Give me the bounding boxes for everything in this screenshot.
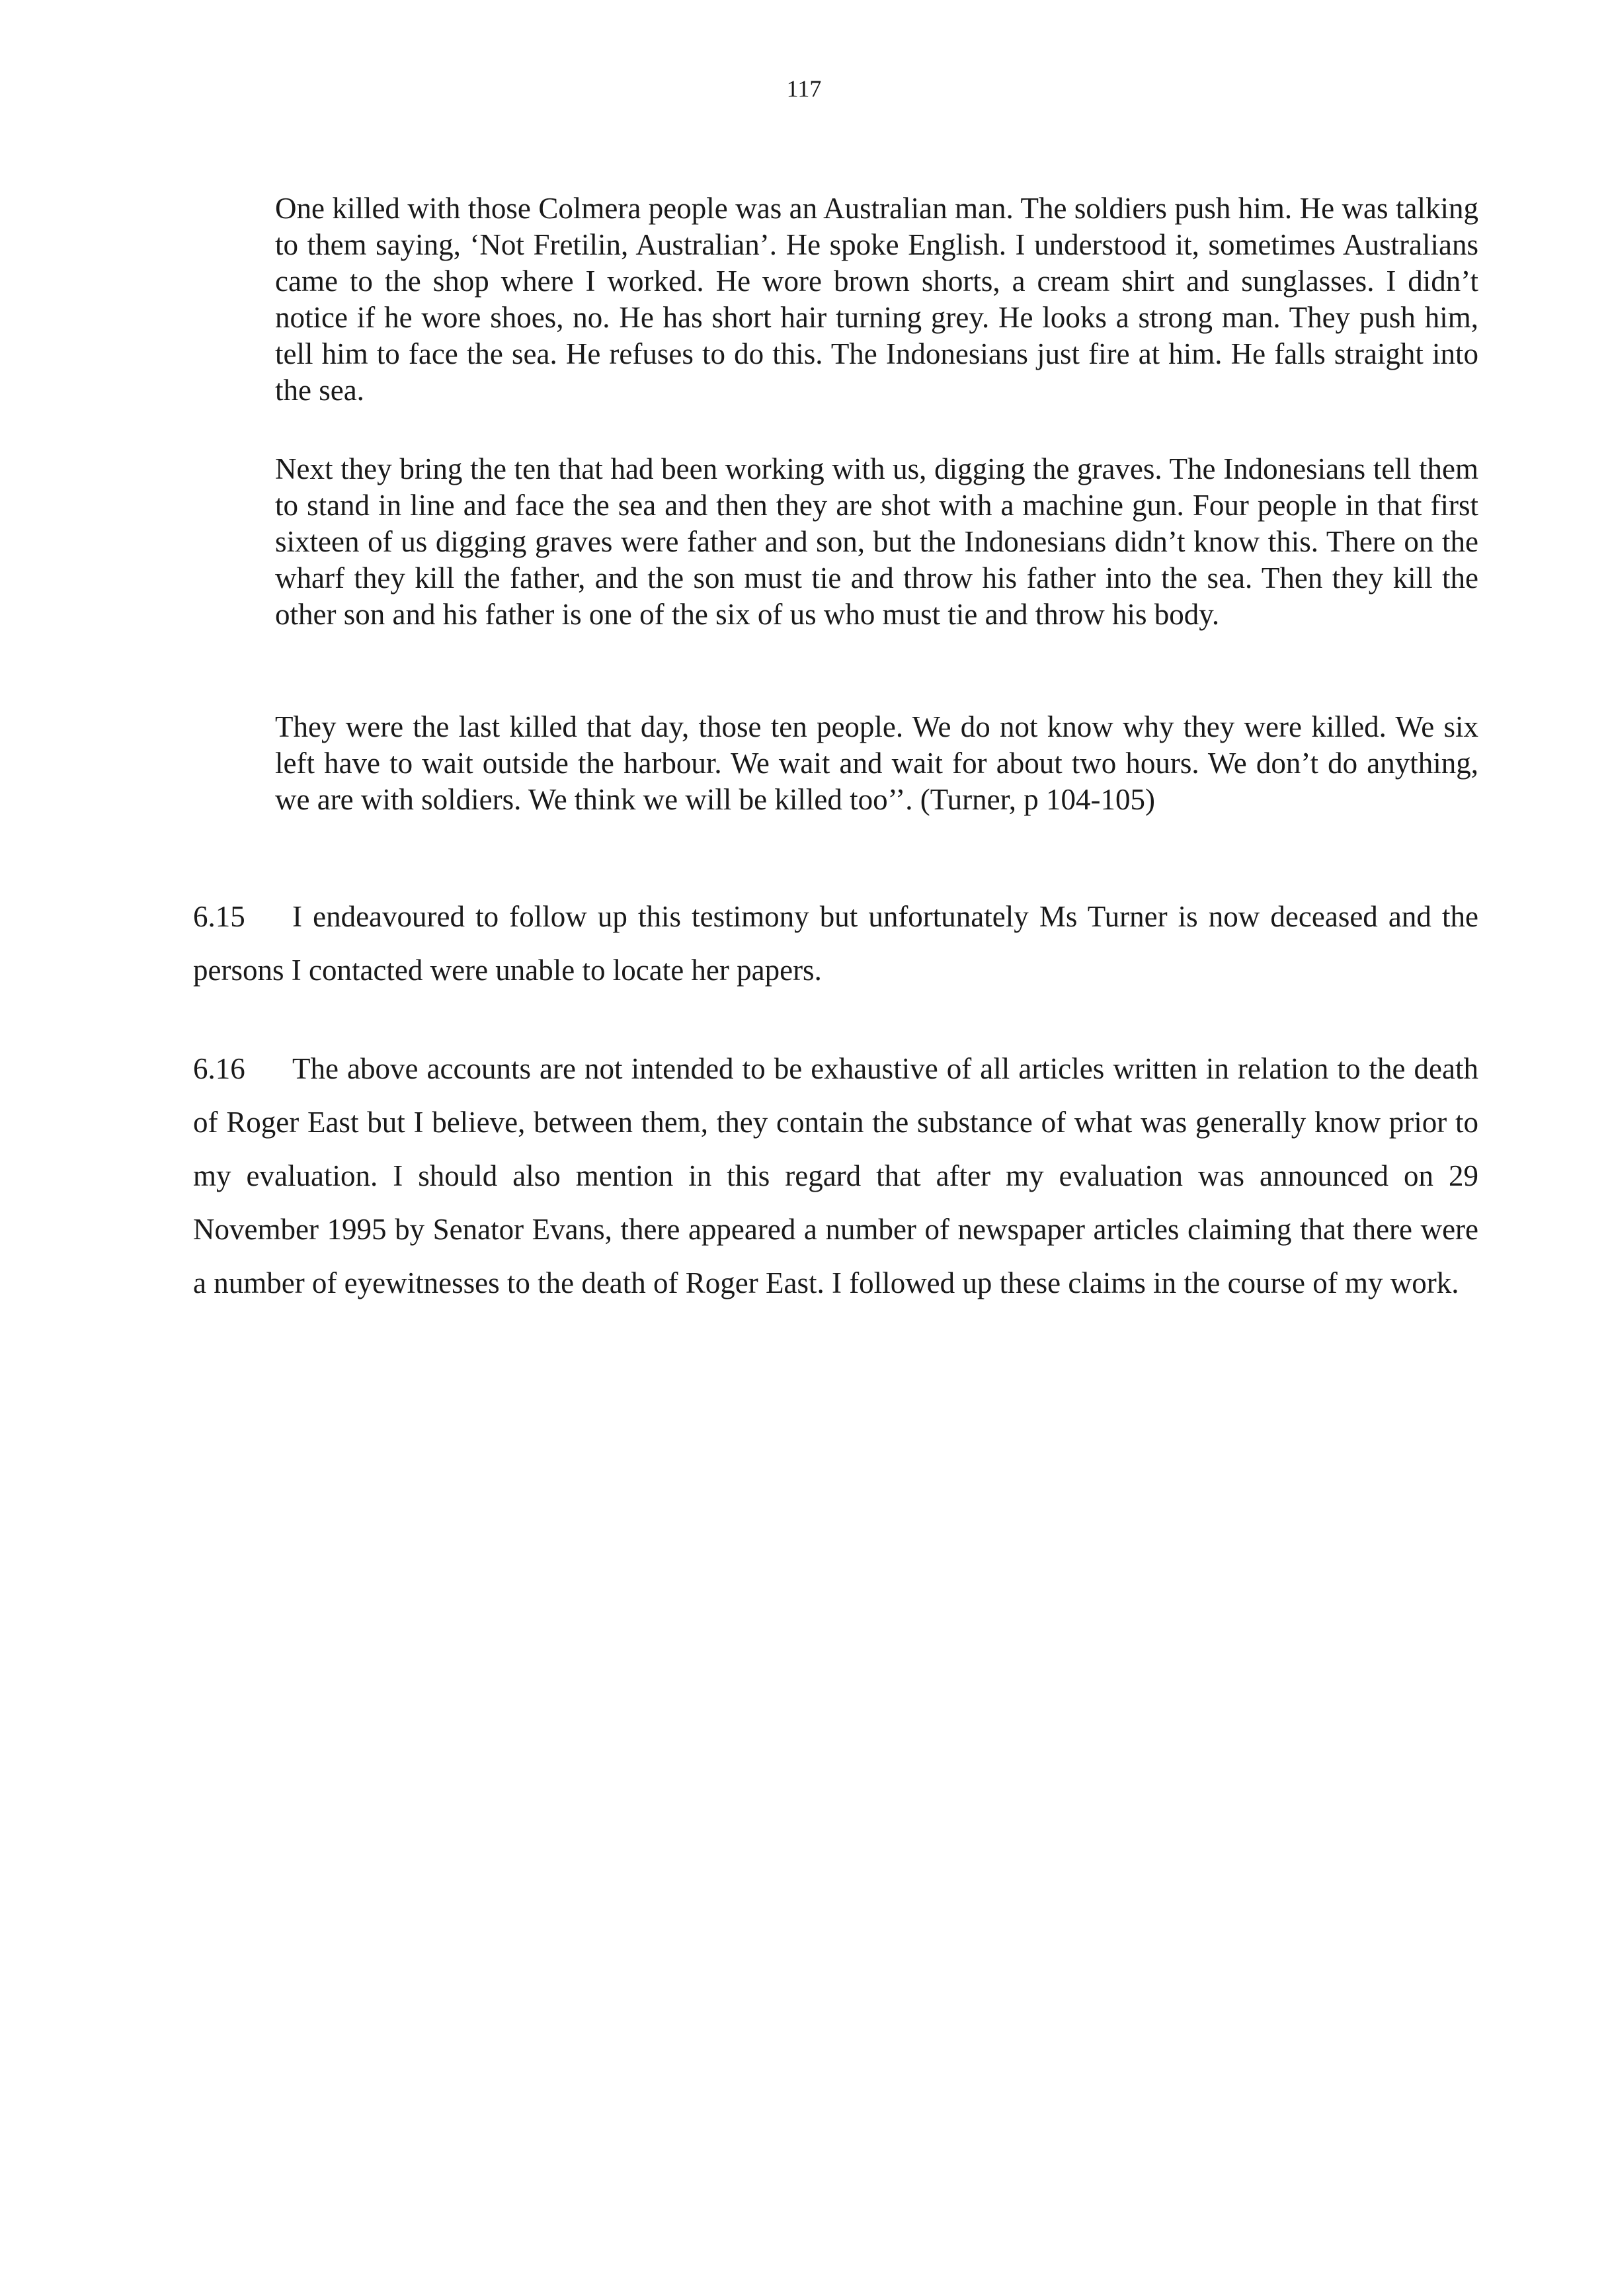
quote-paragraph-3: They were the last killed that day, those ten people. We do not know why they were killed. We six left have to wait outside the harbour. We wait and wait for about two hours. We don’t do anything, we are with soldiers. We think we will be killed too’’. (Turner, p 104-105) <box>275 710 1478 816</box>
paragraph-number: 6.16 <box>193 1052 245 1085</box>
page-number: 117 <box>786 75 822 102</box>
paragraph-text: I endeavoured to follow up this testimony but unfortunately Ms Turner is now deceased and the persons I contacted were unable to locate her papers. <box>193 900 1478 987</box>
paragraph-6-15 <box>193 890 1478 997</box>
paragraph-number: 6.15 <box>193 900 245 933</box>
quote-paragraph-1: One killed with those Colmera people was an Australian man. The soldiers push him. He was talking to them saying, ‘Not Fretilin, Australian’. He spoke English. I understood it, sometimes Australians came to the shop where I worked. He wore brown shorts, a cream shirt and sunglasses. I didn’t notice if he wore shoes, no. He has short hair turning grey. He looks a strong man. They push him, tell him to face the sea. He refuses to do this. The Indonesians just fire at him. He falls straight into the sea. <box>275 192 1478 407</box>
paragraph-text: The above accounts are not intended to be exhaustive of all articles written in relation to the death of Roger East but I believe, between them, they contain the substance of what was generally know prior to my evaluation. I should also mention in this regard that after my evaluation was announced on 29 November 1995 by Senator Evans, there appeared a number of newspaper articles claiming that there were a number of eyewitnesses to the death of Roger East. I followed up these claims in the course of my work. <box>193 1052 1478 1299</box>
paragraph-6-16 <box>193 1042 1478 1310</box>
quote-paragraph-2: Next they bring the ten that had been working with us, digging the graves. The Indonesians tell them to stand in line and face the sea and then they are shot with a machine gun. Four people in that first sixteen of us digging graves were father and son, but the Indonesians didn’t know this. There on the wharf they kill the father, and the son must tie and throw his father into the sea. Then they kill the other son and his father is one of the six of us who must tie and throw his body. <box>275 452 1478 631</box>
